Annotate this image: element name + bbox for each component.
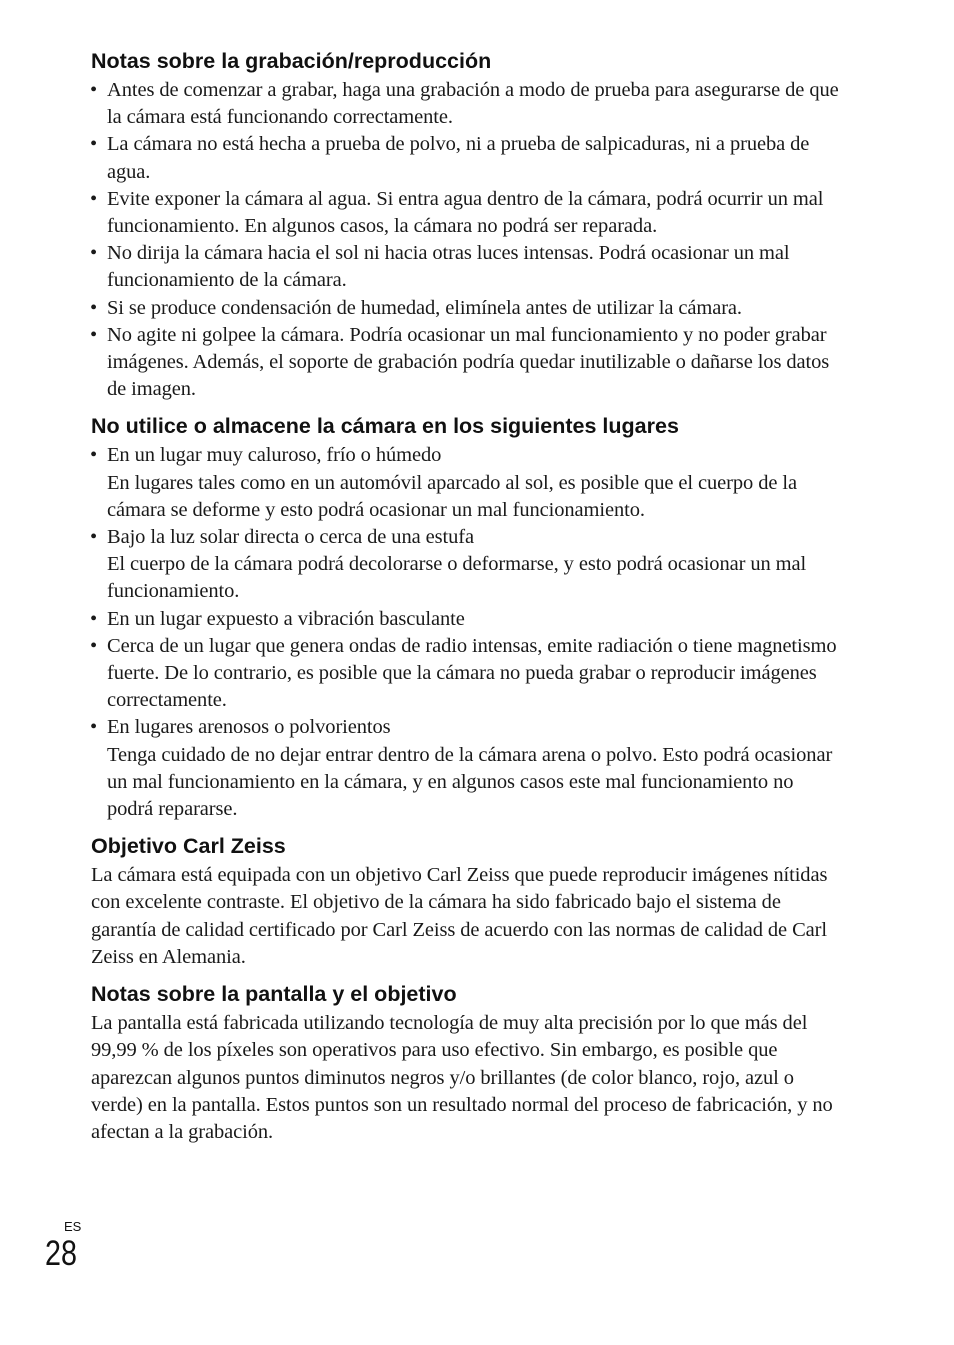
section-storage-locations xyxy=(91,413,843,823)
list-item xyxy=(91,606,843,633)
section-screen-and-lens xyxy=(91,981,843,1146)
list-item xyxy=(91,322,843,404)
list-item xyxy=(91,295,843,322)
list-item-text: Cerca de un lugar que genera ondas de radio intensas, emite radiación o tiene magnetismo fuerte. De lo contrario, es posible que la cámara no pueda grabar o reproducir imágenes correctamente. xyxy=(107,634,837,712)
list-item-text: Si se produce condensación de humedad, elimínela antes de utilizar la cámara. xyxy=(107,296,742,319)
document-page xyxy=(91,48,843,1156)
bullet-icon: • xyxy=(90,607,98,630)
list-item xyxy=(91,442,843,524)
list-item xyxy=(91,524,843,606)
list-item-text: No dirija la cámara hacia el sol ni hacia otras luces intensas. Podrá ocasionar un mal funcionamiento de la cámara. xyxy=(107,242,790,292)
list-item-text: Antes de comenzar a grabar, haga una grabación a modo de prueba para asegurarse de que la cámara está funcionando correctamente. xyxy=(107,79,839,129)
list-item-text: En lugares arenosos o polvorientos xyxy=(107,716,391,739)
section-body: La pantalla está fabricada utilizando tecnología de muy alta precisión por lo que más del 99,99 % de los píxeles son operativos para uso efectivo. Sin embargo, es posible que aparezcan algunos puntos diminutos negros y/o brillantes (de color blanco, rojo, azul o verde) en la pantalla. Estos puntos son un resultado normal del proceso de fabricación, y no afectan a la grabación. xyxy=(91,1012,833,1143)
section-heading: No utilice o almacene la cámara en los siguientes lugares xyxy=(91,414,679,439)
list-item xyxy=(91,633,843,715)
list-item-text: La cámara no está hecha a prueba de polvo, ni a prueba de salpicaduras, ni a prueba de agua. xyxy=(107,133,810,183)
section-heading: Objetivo Carl Zeiss xyxy=(91,834,286,859)
bullet-icon: • xyxy=(90,296,98,319)
section-recording-notes xyxy=(91,48,843,403)
list-item xyxy=(91,240,843,294)
list-item-text: En un lugar expuesto a vibración basculante xyxy=(107,607,465,630)
bullet-icon: • xyxy=(90,526,98,549)
list-item xyxy=(91,131,843,185)
list-item-text: Evite exponer la cámara al agua. Si entra agua dentro de la cámara, podrá ocurrir un mal funcionamiento. En algunos casos, la cámara no podrá ser reparada. xyxy=(107,187,824,238)
section-carl-zeiss-lens xyxy=(91,833,843,971)
bullet-list xyxy=(91,442,843,823)
page-number: 28 xyxy=(45,1234,77,1273)
bullet-icon: • xyxy=(90,133,98,156)
section-body: La cámara está equipada con un objetivo Carl Zeiss que puede reproducir imágenes nítidas con excelente contraste. El objetivo de la cámara ha sido fabricado bajo el sistema de garantía de calidad certificado por Carl Zeiss de acuerdo con las normas de calidad de Carl Zeiss en Alemania. xyxy=(91,864,828,968)
language-code: ES xyxy=(64,1219,82,1234)
bullet-icon: • xyxy=(90,79,98,101)
bullet-icon: • xyxy=(90,716,98,739)
list-item xyxy=(91,77,843,131)
bullet-icon: • xyxy=(90,634,98,657)
list-item xyxy=(91,714,843,823)
bullet-list xyxy=(91,77,843,403)
list-item-detail: En lugares tales como en un automóvil aparcado al sol, es posible que el cuerpo de la cámara se deforme y esto podrá ocasionar un mal funcionamiento. xyxy=(107,471,797,521)
list-item-text: No agite ni golpee la cámara. Podría ocasionar un mal funcionamiento y no poder grabar imágenes. Además, el soporte de grabación podría quedar inutilizable o dañarse los datos de imagen. xyxy=(107,323,830,401)
bullet-icon: • xyxy=(90,323,98,346)
list-item xyxy=(91,186,843,240)
bullet-icon: • xyxy=(90,444,98,467)
section-heading: Notas sobre la grabación/reproducción xyxy=(91,49,492,73)
list-item-detail: El cuerpo de la cámara podrá decolorarse o deformarse, y esto podrá ocasionar un mal funcionamiento. xyxy=(107,553,807,603)
list-item-text: Bajo la luz solar directa o cerca de una estufa xyxy=(107,526,474,549)
list-item-text: En un lugar muy caluroso, frío o húmedo xyxy=(107,444,442,467)
list-item-detail: Tenga cuidado de no dejar entrar dentro de la cámara arena o polvo. Esto podrá ocasionar un mal funcionamiento en la cámara, y en algunos casos este mal funcionamiento no podrá repararse. xyxy=(107,743,833,821)
bullet-icon: • xyxy=(90,187,98,210)
section-heading: Notas sobre la pantalla y el objetivo xyxy=(91,982,457,1007)
bullet-icon: • xyxy=(90,242,98,265)
